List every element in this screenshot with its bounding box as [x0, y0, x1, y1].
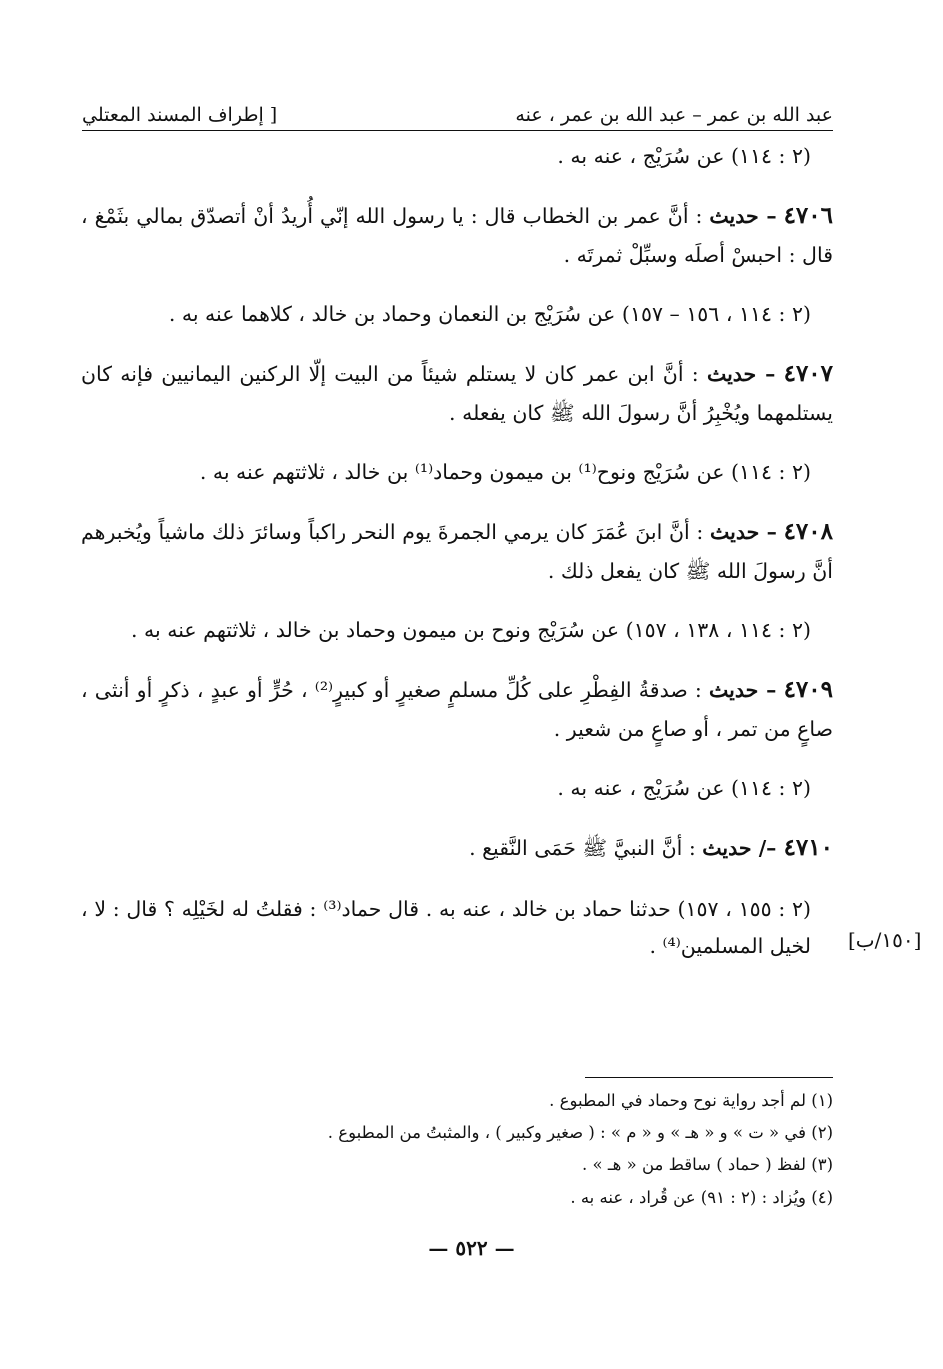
footnote-1: (١) لم أجد رواية نوح وحماد في المطبوع .: [549, 1091, 833, 1110]
hadith-4707: ٤٧٠٧ – حديث : أنَّ ابن عمر كان لا يستلم شيئاً من البيت إلّا الركنين اليمانيين فإنه كان يستلمهما ويُخْبِرُ أنَّ رسولَ الله ﷺ كان يفعله .: [81, 360, 834, 426]
hadith-4710: [81, 828, 833, 869]
header-title-right: عبد الله بن عمر – عبد الله بن عمر ، عنه: [515, 104, 833, 126]
hadith-4706: ٤٧٠٦ – حديث : أنَّ عمر بن الخطاب قال : يا رسول الله إنّي أُريدُ أنْ أتصدّق بمالي بثَمْغ ، قال : احبسْ أصلَه وسبِّلْ ثمرتَه .: [81, 202, 833, 268]
reference-line: (٢ : ١١٤) عن سُرَيْج ونوح⁽¹⁾ بن ميمون وحماد⁽¹⁾ بن خالد ، ثلاثتهم عنه به .: [199, 459, 811, 484]
hadith-text: : أنَّ النبيَّ ﷺ حَمَى النَّقيع .: [469, 836, 703, 861]
footnote-separator: [585, 1077, 833, 1078]
footnote-4: (٤) ويُزاد : (٢ : ٩١) عن قُراد ، عنه به .: [570, 1187, 833, 1207]
hadith-number: ٤٧١٠: [783, 834, 833, 862]
running-header: [82, 92, 833, 131]
reference-line: (٢ : ١١٤) عن سُرَيْج ، عنه به .: [557, 144, 811, 168]
hadith-number: ٤٧٠٧: [783, 360, 834, 388]
hadith-keyword: حديث: [709, 678, 759, 703]
page-number: — ٥٢٢ —: [428, 1236, 515, 1260]
footnote-3: (٣) لفظ ( حماد ) ساقط من « هـ » .: [582, 1155, 833, 1175]
hadith-number: ٤٧٠٩: [783, 676, 833, 704]
footnotes: [81, 1085, 833, 1214]
manuscript-folio-marker: [١٥٠/ب]: [848, 928, 922, 952]
hadith-keyword: حديث: [702, 836, 752, 861]
hadith-text: : أنَّ ابن عمر كان لا يستلم شيئاً من البيت إلّا الركنين اليمانيين فإنه كان يستلمهما ويُخْبِرُ أنَّ رسولَ الله ﷺ كان يفعله .: [81, 362, 833, 426]
hadith-text: : أنَّ ابنَ عُمَرَ كان يرمي الجمرةَ يوم النحر راكباً وسائرَ ذلك ماشياً ويُخبرهم أنَّ رسولَ الله ﷺ كان يفعل ذلك .: [81, 520, 833, 584]
hadith-4709: ٤٧٠٩ – حديث : صدقةُ الفِطْرِ على كُلِّ مسلمٍ صغيرٍ أو كبيرٍ⁽²⁾ ، حُرٍّ أو عبدٍ ، ذكرٍ أو أنثى ، صاعٍ من تمر ، أو صاعٍ من شعير .: [81, 676, 833, 742]
reference-line: (٢ : ١٥٥ ، ١٥٧) حدثنا حماد بن خالد ، عنه به . قال حماد⁽³⁾ : فقلتُ له لخَيْلِه ؟ قال : لا ، لخيل المسلمين⁽⁴⁾ .: [81, 897, 812, 958]
footnote-2: (٢) في « ت » و « هـ » و « م » : ( صغير وكبير ) ، والمثبتُ من المطبوع .: [327, 1123, 833, 1143]
hadith-number: ٤٧٠٦: [783, 202, 833, 230]
hadith-keyword: حديث: [710, 520, 760, 545]
reference-line: (٢ : ١١٤ ، ١٣٨ ، ١٥٧) عن سُرَيْج ونوح بن ميمون وحماد بن خالد ، ثلاثتهم عنه به .: [131, 617, 811, 642]
header-book-title-left: [ إطراف المسند المعتلي: [82, 104, 278, 126]
main-text: [81, 138, 833, 986]
hadith-keyword: حديث: [706, 362, 757, 387]
hadith-keyword: حديث: [709, 204, 759, 229]
reference-line: (٢ : ١١٤) عن سُرَيْج ، عنه به .: [557, 775, 811, 800]
hadith-4708: ٤٧٠٨ – حديث : أنَّ ابنَ عُمَرَ كان يرمي الجمرةَ يوم النحر راكباً وسائرَ ذلك ماشياً ويُخبرهم أنَّ رسولَ الله ﷺ كان يفعل ذلك .: [81, 518, 833, 584]
hadith-number: ٤٧٠٨: [783, 518, 833, 546]
reference-line: (٢ : ١١٤ ، ١٥٦ – ١٥٧) عن سُرَيْج بن النعمان وحماد بن خالد ، كلاهما عنه به .: [168, 301, 811, 326]
hadith-text: : أنَّ عمر بن الخطاب قال : يا رسول الله إنّي أُريدُ أنْ أتصدّق بمالي بثَمْغ ، قال : احبسْ أصلَه وسبِّلْ ثمرتَه .: [81, 204, 833, 268]
folio-marker-slash: –/: [751, 836, 784, 861]
hadith-text: : صدقةُ الفِطْرِ على كُلِّ مسلمٍ صغيرٍ أو كبيرٍ⁽²⁾ ، حُرٍّ أو عبدٍ ، ذكرٍ أو أنثى ، صاعٍ من تمر ، أو صاعٍ من شعير .: [81, 678, 833, 742]
